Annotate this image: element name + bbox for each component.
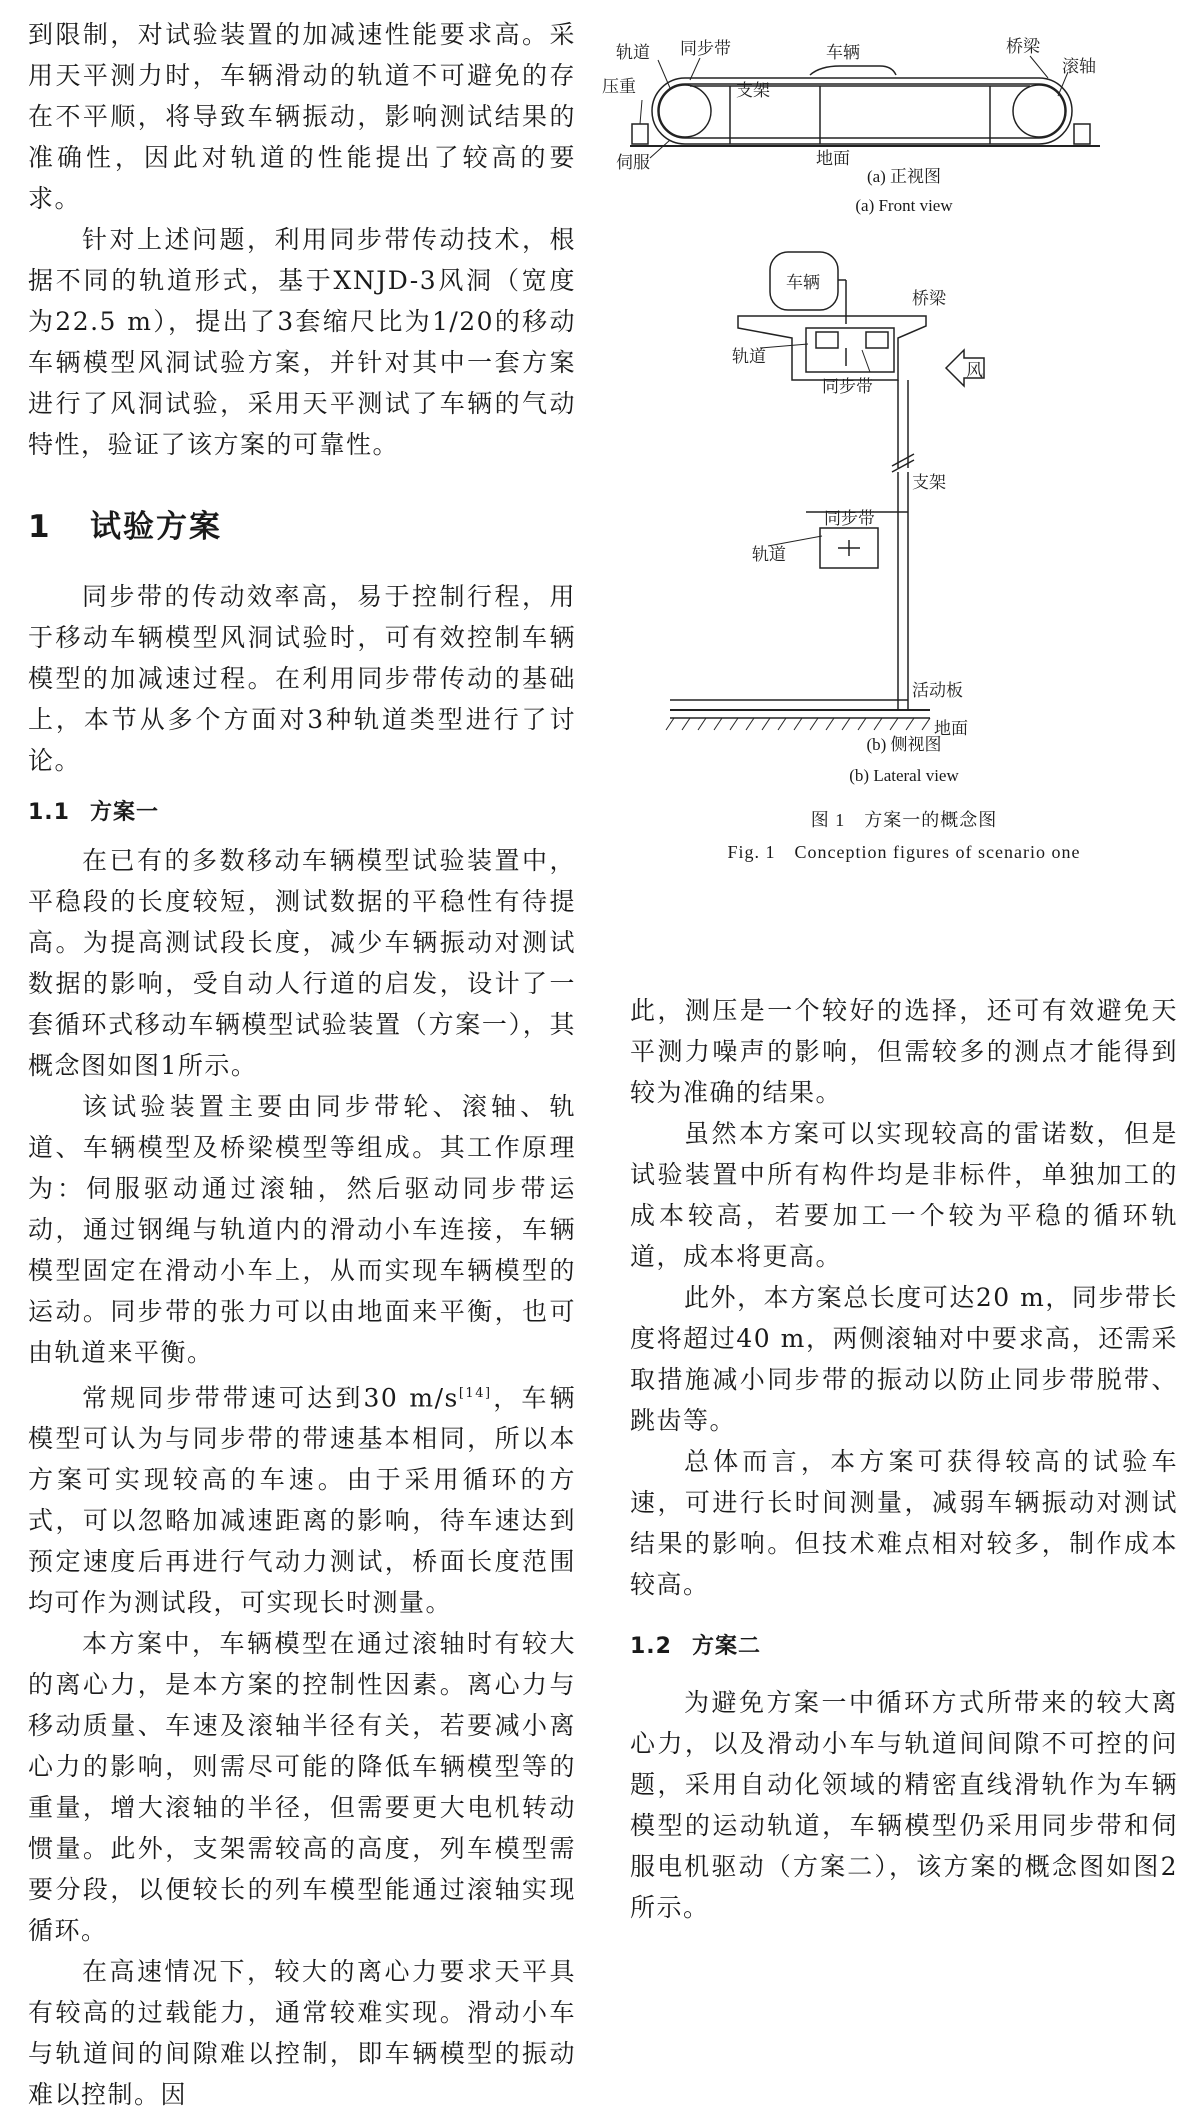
paragraph: 该试验装置主要由同步带轮、滚轴、轨道、车辆模型及桥梁模型等组成。其工作原理为：伺服驱动通过滚轴，然后驱动同步带运动，通过钢绳与轨道内的滑动小车连接，车辆模型固定在滑动小车上，从而实现车辆模型的运动。同步带的张力可以由地面来平衡，也可由轨道来平衡。 <box>28 1092 576 1367</box>
label-weight: 压重 <box>602 77 636 97</box>
subsection-heading <box>28 795 576 826</box>
label-vehicle: 车辆 <box>826 43 860 63</box>
figure-caption-en: Fig. 1 Conception figures of scenario one <box>727 842 1081 862</box>
citation: [14] <box>458 1386 492 1401</box>
label-belt-2: 同步带 <box>824 509 875 529</box>
subsection-heading <box>630 1629 1178 1660</box>
track-box <box>806 328 894 372</box>
paragraph: 针对上述问题，利用同步带传动技术，根据不同的轨道形式，基于XNJD-3风洞（宽度为22.5 m），提出了3套缩尺比为1/20的移动车辆模型风洞试验方案，并针对其中一套方案进行了风洞试验，采用天平测试了车辆的气动特性，验证了该方案的可靠性。 <box>28 225 576 459</box>
text-run: ，车辆模型可认为与同步带的带速基本相同，所以本方案可实现较高的车速。由于采用循环的方式，可以忽略加减速距离的影响，待车速达到预定速度后再进行气动力测试，桥面长度范围均可作为测试段，可实现长时测量。 <box>28 1383 576 1618</box>
subsection-title: 方案二 <box>692 1634 762 1659</box>
paragraph: 在高速情况下，较大的离心力要求天平具有较高的过载能力，通常较难实现。滑动小车与轨道间的间隙难以控制，即车辆模型的振动难以控制。因 <box>28 1957 576 2110</box>
label-track: 轨道 <box>732 347 766 367</box>
caption-a-cn: (a) 正视图 <box>866 167 942 186</box>
roller-right <box>1013 85 1065 137</box>
label-bridge: 桥梁 <box>912 289 946 309</box>
paragraph: 此，测压是一个较好的选择，还可有效避免天平测力噪声的影响，但需较多的测点才能得到较为准确的结果。 <box>630 996 1178 1107</box>
subsection-number: 1.2 <box>630 1634 672 1659</box>
belt-pulley <box>816 332 838 348</box>
text-run: 常规同步带带速可达到30 m/s <box>82 1383 459 1413</box>
label-servo: 伺服 <box>616 153 650 173</box>
label-vehicle: 车辆 <box>786 273 820 293</box>
label-bridge: 桥梁 <box>1006 37 1040 57</box>
vehicle-shape <box>810 66 896 75</box>
caption-b-cn: (b) 侧视图 <box>866 735 942 754</box>
subsection-number: 1.1 <box>28 800 70 825</box>
roller-left <box>659 85 711 137</box>
label-ground: 地面 <box>816 149 850 169</box>
paragraph: 同步带的传动效率高，易于控制行程，用于移动车辆模型风洞试验时，可有效控制车辆模型的加减速过程。在利用同步带传动的基础上，本节从多个方面对3种轨道类型进行了讨论。 <box>28 582 576 775</box>
subsection-title: 方案一 <box>90 800 160 825</box>
figure-1 <box>602 30 1178 960</box>
paragraph: 总体而言，本方案可获得较高的试验车速，可进行长时间测量，减弱车辆振动对测试结果的影响。但技术难点相对较多，制作成本较高。 <box>630 1447 1178 1599</box>
belt-loop <box>652 78 1072 144</box>
label-track: 轨道 <box>616 43 650 63</box>
label-ground: 地面 <box>934 719 968 739</box>
label-belt: 同步带 <box>680 39 731 59</box>
paragraph <box>28 1373 576 1623</box>
left-column <box>28 14 576 2115</box>
paragraph: 虽然本方案可以实现较高的雷诺数，但是试验装置中所有构件均是非标件，单独加工的成本较高，若要加工一个较为平稳的循环轨道，成本将更高。 <box>630 1119 1178 1271</box>
section-number: 1 <box>28 509 52 545</box>
weight-block <box>1074 124 1090 144</box>
right-column <box>630 990 1178 1928</box>
paragraph: 此外，本方案总长度可达20 m，同步带长度将超过40 m，两侧滚轴对中要求高，还需采取措施减小同步带的振动以防止同步带脱带、跳齿等。 <box>630 1283 1178 1435</box>
belt-pulley <box>866 332 888 348</box>
label-wind: 风 <box>966 361 983 381</box>
label-support: 支架 <box>912 473 946 493</box>
paragraph: 为避免方案一中循环方式所带来的较大离心力，以及滑动小车与轨道间间隙不可控的问题，采用自动化领域的精密直线滑轨作为车辆模型的运动轨道，车辆模型仍采用同步带和伺服电机驱动（方案二），该方案的概念图如图2所示。 <box>630 1688 1178 1922</box>
caption-a-en: (a) Front view <box>855 196 953 215</box>
paragraph: 到限制，对试验装置的加减速性能要求高。采用天平测力时，车辆滑动的轨道不可避免的存在不平顺，将导致车辆振动，影响测试结果的准确性，因此对轨道的性能提出了较高的要求。 <box>28 20 576 213</box>
belt-loop-inner <box>658 84 1066 138</box>
label-plate: 活动板 <box>912 681 963 701</box>
paragraph: 在已有的多数移动车辆模型试验装置中，平稳段的长度较短，测试数据的平稳性有待提高。为提高测试段长度，减少车辆振动对测试数据的影响，受自动人行道的启发，设计了一套循环式移动车辆模型试验装置（方案一），其概念图如图1所示。 <box>28 846 576 1080</box>
label-belt: 同步带 <box>822 377 873 397</box>
label-roller: 滚轴 <box>1062 57 1096 77</box>
section-heading <box>28 501 576 546</box>
caption-b-en: (b) Lateral view <box>849 766 959 785</box>
label-track-2: 轨道 <box>752 545 786 565</box>
label-support: 支架 <box>736 81 770 101</box>
front-view-diagram <box>602 30 1178 173</box>
side-view-diagram <box>630 240 1178 740</box>
section-title: 试验方案 <box>90 509 222 545</box>
weight-block <box>632 124 648 144</box>
figure-caption-cn: 图 1 方案一的概念图 <box>810 810 998 830</box>
paragraph: 本方案中，车辆模型在通过滚轴时有较大的离心力，是本方案的控制性因素。离心力与移动质量、车速及滚轴半径有关，若要减小离心力的影响，则需尽可能的降低车辆模型等的重量，增大滚轴的半径，但需要更大电机转动惯量。此外，支架需较高的高度，列车模型需要分段，以便较长的列车模型能通过滚轴实现循环。 <box>28 1629 576 1946</box>
